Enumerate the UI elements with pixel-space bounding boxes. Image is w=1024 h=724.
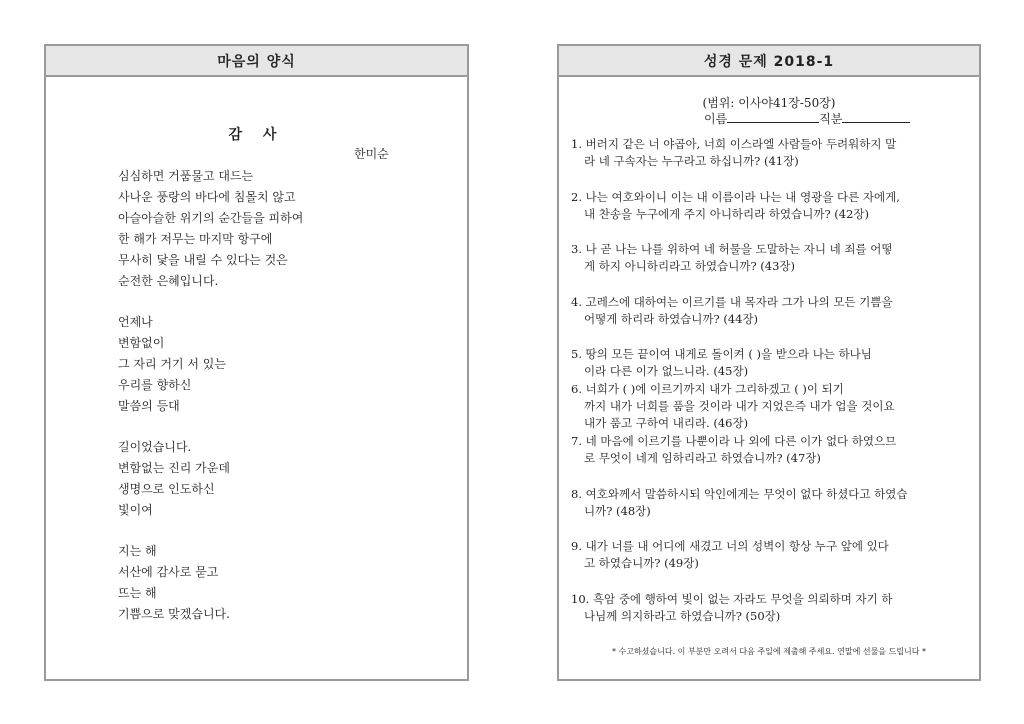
poem-stanza xyxy=(118,541,458,625)
question-8 xyxy=(571,486,971,520)
poem-line: 빛이여 xyxy=(118,503,153,517)
question-line: 내가 품고 구하여 내리라. (46장) xyxy=(584,416,749,430)
poem-line: 심심하면 거품물고 대드는 xyxy=(118,169,254,183)
question-5 xyxy=(571,346,971,380)
question-line: 내 찬송을 누구에게 주지 아니하리라 하였습니까? (42장) xyxy=(584,207,869,221)
question-line: 8. 여호와께서 말씀하시되 악인에게는 무엇이 없다 하셨다고 하였습 xyxy=(571,487,908,501)
poem-line: 변함없이 xyxy=(118,336,165,350)
poem-line: 지는 해 xyxy=(118,544,157,558)
poem-stanza xyxy=(118,312,458,417)
question-line: 나님께 의지하라고 하였습니까? (50장) xyxy=(584,609,781,623)
question-3 xyxy=(571,241,971,275)
position-blank[interactable] xyxy=(842,110,910,123)
name-blank[interactable] xyxy=(727,110,819,123)
poem-line: 기쁨으로 맞겠습니다. xyxy=(118,607,230,621)
question-line: 이라 다른 이가 없느니라. (45장) xyxy=(584,364,749,378)
question-line: 6. 너희가 ( )에 이르기까지 내가 그리하겠고 ( )이 되기 xyxy=(571,382,844,396)
question-6 xyxy=(571,381,971,432)
poem-stanza xyxy=(118,166,458,292)
question-line: 2. 나는 여호와이니 이는 내 이름이라 나는 내 영광을 다른 자에게, xyxy=(571,190,900,204)
quiz-panel-header: 성경 문제 2018-1 xyxy=(559,46,979,77)
poem-author: 한미순 xyxy=(354,147,389,161)
poem-title: 감 사 xyxy=(228,127,285,143)
position-label: 직분 xyxy=(819,112,843,126)
poem-line: 서산에 감사로 묻고 xyxy=(118,565,219,579)
poem-line: 그 자리 거기 서 있는 xyxy=(118,357,226,371)
question-4 xyxy=(571,294,971,328)
question-1 xyxy=(571,136,971,170)
question-line: 10. 흑암 중에 행하여 빛이 없는 자라도 무엇을 의뢰하며 자기 하 xyxy=(571,592,893,606)
question-line: 1. 버러지 같은 너 야곱아, 너희 이스라엘 사람들아 두려워하지 말 xyxy=(571,137,897,151)
poem-line: 사나운 풍랑의 바다에 침몰치 않고 xyxy=(118,190,296,204)
question-line: 5. 땅의 모든 끝이여 내게로 돌이켜 ( )을 받으라 나는 하나님 xyxy=(571,347,872,361)
question-9 xyxy=(571,538,971,572)
poem-line: 무사히 닻을 내릴 수 있다는 것은 xyxy=(118,253,288,267)
question-line: 게 하지 아니하리라고 하였습니까? (43장) xyxy=(584,259,796,273)
question-line: 4. 고레스에 대하여는 이르기를 내 목자라 그가 나의 모든 기쁨을 xyxy=(571,295,893,309)
poem-line: 한 해가 저무는 마지막 항구에 xyxy=(118,232,273,246)
question-line: 로 무엇이 네게 임하리라고 하였습니까? (47장) xyxy=(584,451,821,465)
poem-stanza xyxy=(118,437,458,521)
poem-line: 우리를 향하신 xyxy=(118,378,192,392)
poem-line: 아슬아슬한 위기의 순간들을 피하여 xyxy=(118,211,304,225)
quiz-range: (범위: 이사야41장-50장) xyxy=(702,96,836,110)
question-line: 라 네 구속자는 누구라고 하십니까? (41장) xyxy=(584,154,799,168)
name-position-line xyxy=(704,110,910,127)
question-line: 9. 내가 너를 내 어디에 새겼고 너의 성벽이 항상 누구 앞에 있다 xyxy=(571,539,889,553)
poem-line: 길이었습니다. xyxy=(118,440,192,454)
question-7 xyxy=(571,433,971,467)
quiz-panel xyxy=(557,44,981,681)
question-line: 니까? (48장) xyxy=(584,504,651,518)
poem-panel-header: 마음의 양식 xyxy=(46,46,467,77)
name-label: 이름 xyxy=(704,112,728,126)
question-2 xyxy=(571,189,971,223)
quiz-footnote: * 수고하셨습니다. 이 부분만 오려서 다음 주일에 제출해 주세요. 연말에 선물을 드립니다 * xyxy=(611,647,927,656)
question-line: 고 하였습니까? (49장) xyxy=(584,556,699,570)
question-line: 까지 내가 너희를 품을 것이라 내가 지었은즉 내가 업을 것이요 xyxy=(584,399,895,413)
poem-panel xyxy=(44,44,469,681)
poem-line: 뜨는 해 xyxy=(118,586,157,600)
poem-line: 순전한 은혜입니다. xyxy=(118,274,219,288)
poem-line: 변함없는 진리 가운데 xyxy=(118,461,230,475)
poem-line: 언제나 xyxy=(118,315,153,329)
question-line: 어떻게 하리라 하였습니까? (44장) xyxy=(584,312,759,326)
question-line: 3. 나 곧 나는 나를 위하여 네 허물을 도말하는 자니 네 죄를 어떻 xyxy=(571,242,893,256)
poem-line: 생명으로 인도하신 xyxy=(118,482,215,496)
poem-body xyxy=(118,166,458,645)
question-line: 7. 네 마음에 이르기를 나뿐이라 나 외에 다른 이가 없다 하였으므 xyxy=(571,434,897,448)
question-10 xyxy=(571,591,971,625)
poem-line: 말씀의 등대 xyxy=(118,399,180,413)
